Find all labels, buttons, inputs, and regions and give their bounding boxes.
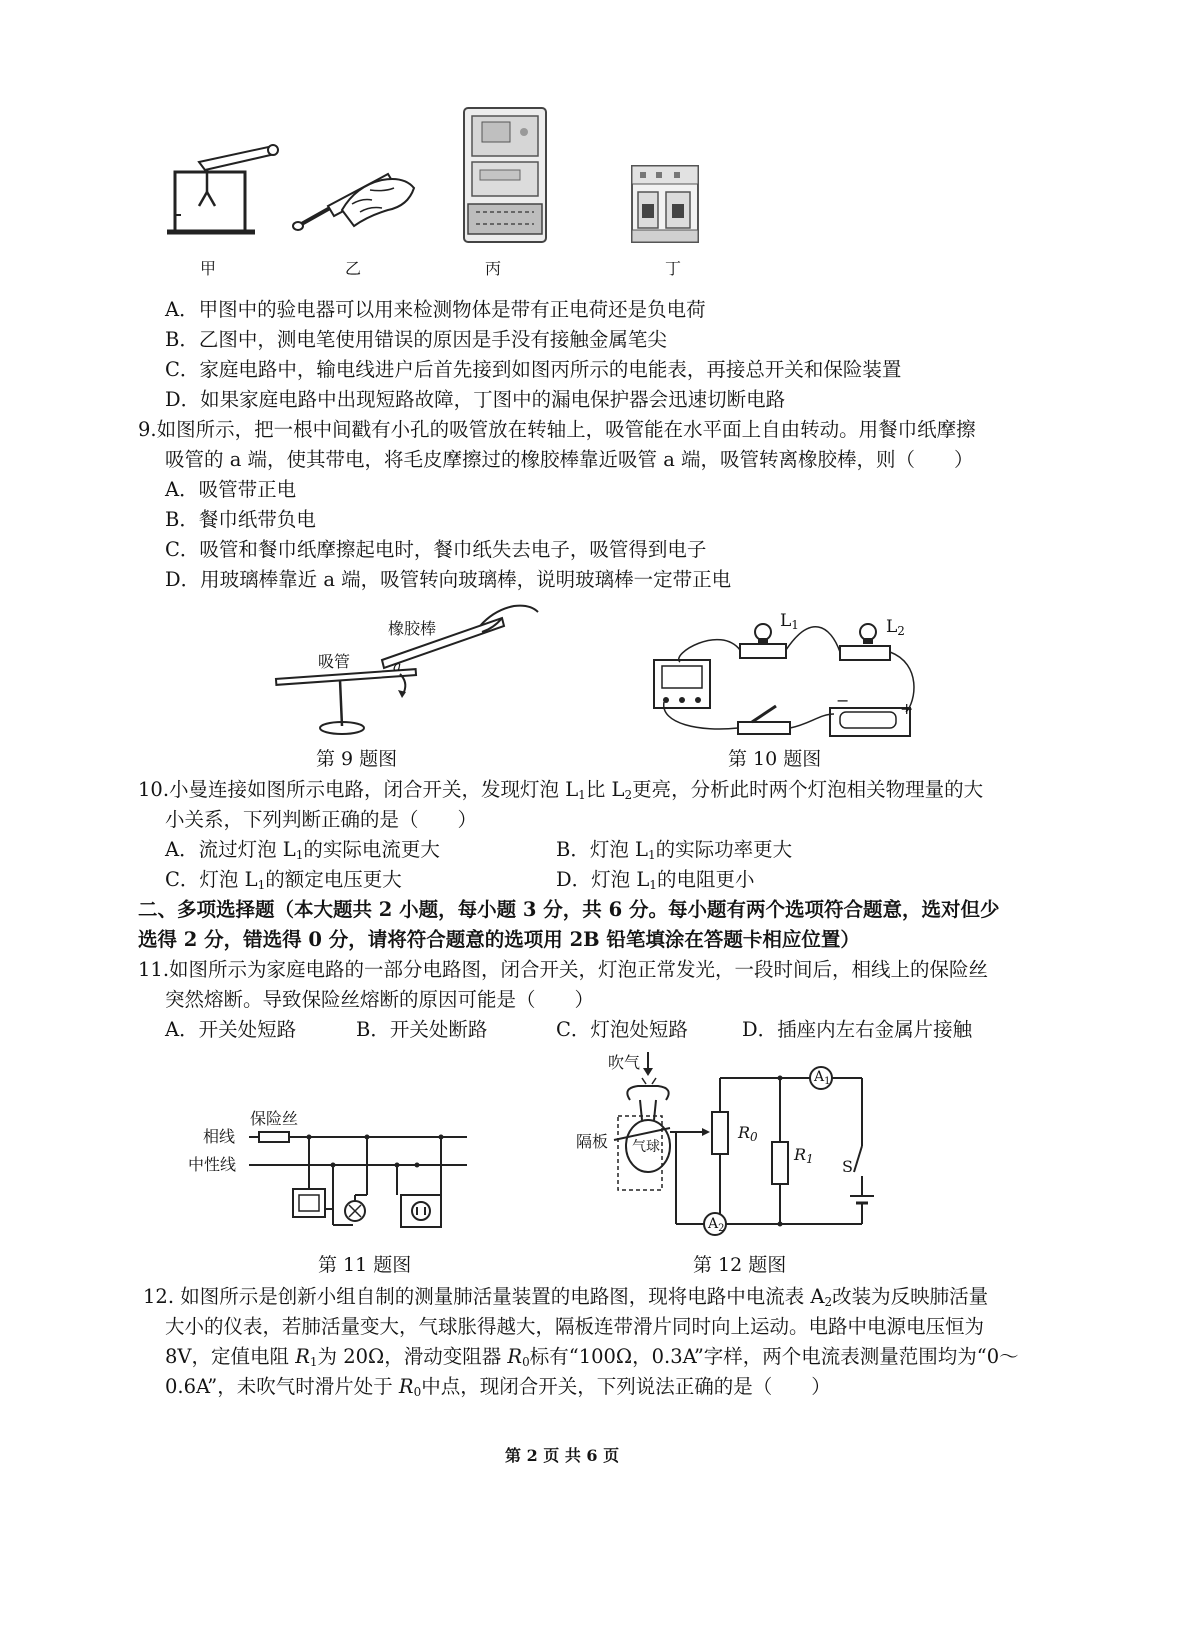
q8-option-a: A．甲图中的验电器可以用来检测物体是带有正电荷还是负电荷 xyxy=(165,298,706,321)
q12-label-blow: 吹气 xyxy=(608,1053,641,1072)
figure-electroscope xyxy=(165,140,285,240)
q12-label-a2: $A_2$ xyxy=(708,1216,725,1234)
q9-option-d: D．用玻璃棒靠近 a 端，吸管转向玻璃棒，说明玻璃棒一定带正电 xyxy=(165,568,732,591)
q10-figure-caption: 第 10 题图 xyxy=(728,748,822,770)
figure-caption-ding: 丁 xyxy=(665,259,682,278)
q12-label-balloon: 气球 xyxy=(632,1139,660,1155)
q8-option-b: B．乙图中，测电笔使用错误的原因是手没有接触金属笔尖 xyxy=(165,328,667,351)
q9-label-end-a: a xyxy=(393,659,402,675)
q11-option-c: C．灯泡处短路 xyxy=(556,1018,688,1041)
page-footer: 第 2 页 共 6 页 xyxy=(505,1446,620,1465)
q10-stem-line1: 10.小曼连接如图所示电路，闭合开关，发现灯泡 $L_1$比 $L_2$更亮，分析此时两个灯泡相关物理量的大 xyxy=(138,778,984,802)
q11-label-neutral-wire: 中性线 xyxy=(188,1155,237,1174)
q9-figure-caption: 第 9 题图 xyxy=(316,748,398,770)
q12-label-r1: $R_1$ xyxy=(794,1145,814,1166)
figure-caption-yi: 乙 xyxy=(345,259,362,278)
q9-option-b: B．餐巾纸带负电 xyxy=(165,508,316,531)
q9-label-straw: 吸管 xyxy=(318,652,351,671)
q11-stem-line1: 11.如图所示为家庭电路的一部分电路图，闭合开关，灯泡正常发光，一段时间后，相线上的保险丝 xyxy=(138,958,989,981)
figure-q11-household-circuit xyxy=(245,1125,475,1235)
q9-option-c: C．吸管和餐巾纸摩擦起电时，餐巾纸失去电子，吸管得到电子 xyxy=(165,538,707,561)
figure-test-pencil xyxy=(290,160,420,240)
q11-label-live-wire: 相线 xyxy=(203,1127,236,1146)
section2-heading-line2: 选得 2 分，错选得 0 分，请将符合题意的选项用 2B 铅笔填涂在答题卡相应位置） xyxy=(138,928,860,951)
q10-label-minus: − xyxy=(836,691,850,710)
q12-label-switch: S xyxy=(842,1157,853,1176)
q11-figure-caption: 第 11 题图 xyxy=(318,1254,412,1276)
q12-stem-line4: 0.6A”，未吹气时滑片处于 $R_0$中点，现闭合开关，下列说法正确的是（ ） xyxy=(165,1375,831,1399)
q10-option-c: C．灯泡 $L_1$的额定电压更大 xyxy=(165,868,402,892)
q8-option-d: D．如果家庭电路中出现短路故障，丁图中的漏电保护器会迅速切断电路 xyxy=(165,388,786,411)
q12-stem-line2: 大小的仪表，若肺活量变大，气球胀得越大，隔板连带滑片同时向上运动。电路中电源电压恒为 xyxy=(165,1315,985,1338)
figure-caption-jia: 甲 xyxy=(200,259,217,278)
q8-option-c: C．家庭电路中，输电线进户后首先接到如图丙所示的电能表，再接总开关和保险装置 xyxy=(165,358,902,381)
figure-energy-meter xyxy=(462,106,548,244)
q12-label-a1: $A_1$ xyxy=(814,1069,831,1087)
q12-stem-line1: 12. 如图所示是创新小组自制的测量肺活量装置的电路图，现将电路中电流表 $A_2$改装为反映肺活量 xyxy=(143,1285,989,1309)
figure-leakage-protector xyxy=(630,164,700,244)
q10-option-b: B．灯泡 $L_1$的实际功率更大 xyxy=(556,838,793,862)
q11-stem-line2: 突然熔断。导致保险丝熔断的原因可能是（ ） xyxy=(165,988,595,1011)
q9-stem-line1: 9.如图所示，把一根中间戳有小孔的吸管放在转轴上，吸管能在水平面上自由转动。用餐巾纸摩擦 xyxy=(138,418,976,441)
q10-stem-line2: 小关系，下列判断正确的是（ ） xyxy=(165,808,478,831)
q10-option-a: A．流过灯泡 $L_1$的实际电流更大 xyxy=(165,838,440,862)
q12-label-partition: 隔板 xyxy=(576,1132,609,1151)
q12-label-r0: $R_0$ xyxy=(738,1123,758,1144)
q10-label-plus: + xyxy=(900,699,914,718)
q10-label-l2: $L_2$ xyxy=(886,617,905,638)
q9-label-rubber-rod: 橡胶棒 xyxy=(388,619,437,638)
q9-stem-line2: 吸管的 a 端，使其带电，将毛皮摩擦过的橡胶棒靠近吸管 a 端，吸管转离橡胶棒，则（ ） xyxy=(165,448,974,471)
q9-option-a: A．吸管带正电 xyxy=(165,478,297,501)
q12-stem-line3: 8V，定值电阻 $R_1$为 20Ω，滑动变阻器 $R_0$标有“100Ω，0.3A”字样，两个电流表测量范围均为“0～ xyxy=(165,1345,1019,1369)
q11-option-a: A．开关处短路 xyxy=(165,1018,297,1041)
q11-option-d: D．插座内左右金属片接触 xyxy=(742,1018,973,1041)
section2-heading-line1: 二、多项选择题（本大题共 2 小题，每小题 3 分，共 6 分。每小题有两个选项符合题意，选对但少 xyxy=(138,898,1000,921)
q10-option-d: D．灯泡 $L_1$的电阻更小 xyxy=(556,868,755,892)
q11-label-fuse: 保险丝 xyxy=(250,1109,299,1128)
q12-figure-caption: 第 12 题图 xyxy=(693,1254,787,1276)
q10-label-l1: $L_1$ xyxy=(780,611,799,632)
q11-option-b: B．开关处断路 xyxy=(356,1018,488,1041)
figure-caption-bing: 丙 xyxy=(485,259,502,278)
